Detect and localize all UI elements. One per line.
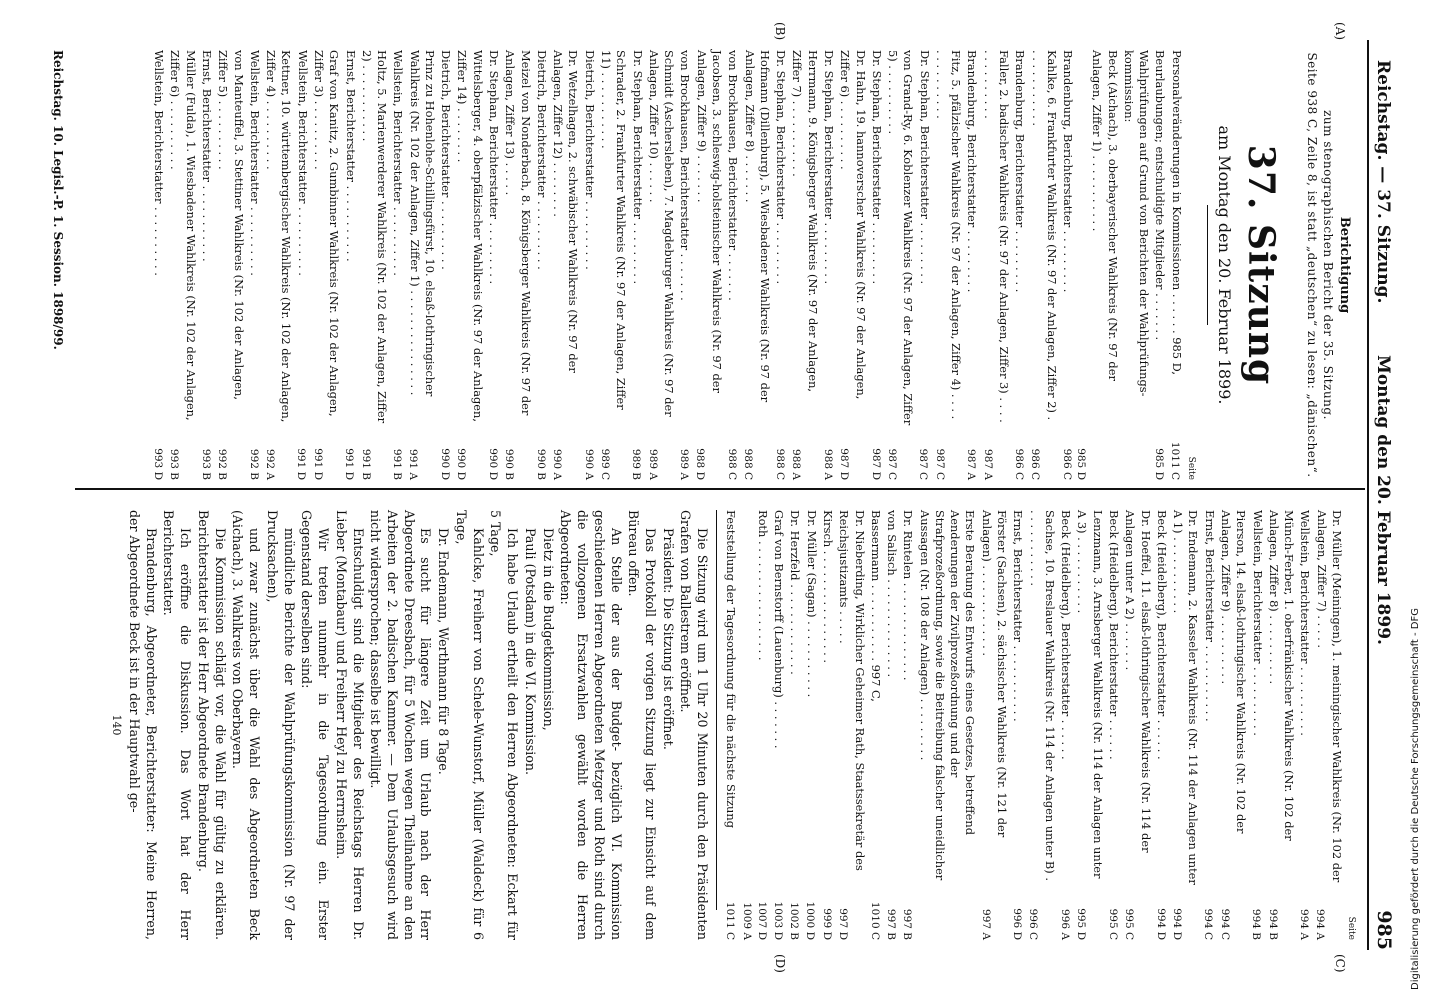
session-date: am Montag den 20. Februar 1899.: [1215, 125, 1235, 405]
toc-entry-text: Graf von Kanitz, 2. Gumbinner Wahlkreis (Nr. 102 der Anlagen, Ziffer 3) . . . . . . . . . .: [311, 50, 342, 417]
toc-entry-text: Feststellung der Tagesordnung für die nächste Sitzung: [724, 510, 739, 829]
toc-entry: [1313, 510, 1344, 940]
toc-entry: [1266, 510, 1297, 940]
toc-entry-text: Brandenburg, Berichterstatter . . . . . . . . .: [1013, 50, 1028, 293]
toc-entry-text: Wellstein, Berichterstatter . . . . . . . . . .: [391, 50, 406, 276]
correction-line: Seite 938 C, Zeile 8, ist statt „deutschen“ zu lesen: „dänischen“.: [1304, 52, 1319, 478]
toc-entry-text: Dr. Stephan, Berichterstatter . . . . . . . . .: [869, 50, 884, 285]
toc-entry: [167, 50, 198, 480]
toc-entry-text: Dr. Hahn, 19. hannoverscher Wahlkreis (Nr. 97 der Anlagen, Ziffer 6) . . . . . . . . . .: [838, 50, 868, 400]
toc-entry: [550, 50, 581, 480]
toc-page-ref: 996 A: [1058, 909, 1071, 940]
toc-entry: [1152, 50, 1167, 480]
toc-page-ref: 994 A: [1298, 909, 1311, 940]
toc-entry: [199, 50, 214, 480]
left-column: [150, 50, 1357, 480]
toc-entry: [406, 50, 437, 480]
toc-entry-text: Dr. Stephan, Berichterstatter . . . . . . . . .: [487, 50, 502, 285]
toc-entry: [836, 510, 867, 940]
toc-entry-text: Kahlke, 6. Frankfurter Wahlkreis (Nr. 97 der Anlagen, Ziffer 2) . . . . . . . . . . . .: [1029, 50, 1059, 421]
toc-entry: [1297, 510, 1312, 940]
toc-page-ref: 993 B: [168, 448, 181, 480]
footer-signature: Reichstag. 10. Legisl.-P. 1. Session. 1898/99.: [51, 50, 65, 350]
toc-page-ref: 991 A: [407, 449, 420, 480]
toc-page-ref: 988 A: [790, 449, 803, 480]
toc-page-ref: 995 C: [1106, 908, 1119, 940]
toc-entry-text: Kirsch . . . . . . . . . . . . . . . .: [820, 510, 835, 664]
toc-entry-text: Wellstein, Berichterstatter . . . . . . . . . .: [1250, 510, 1265, 736]
right-column: [109, 510, 1358, 940]
toc-page-ref: 987 D: [869, 448, 882, 480]
toc-page-ref: 994 D: [1170, 908, 1183, 940]
toc-entry-text: Wittelsberger, 4. oberpfälzischer Wahlkreis (Nr. 97 der Anlagen, Ziffer 14) . . . . . . . .: [455, 50, 485, 422]
toc-entry-text: Personalveränderungen in Kommissionen . . . . . . 985 D,: [1169, 50, 1184, 375]
toc-entry: [725, 50, 740, 480]
toc-entry-text: Holtz, 5. Marienwerderer Wahlkreis (Nr. 102 der Anlagen, Ziffer 2) . . . . . . . . . . .: [359, 50, 390, 424]
toc-entry-text: Münch-Ferber, 1. oberfränkischer Wahlkreis (Nr. 102 der Anlagen, Ziffer 8) . . . . . . . . . .: [1266, 510, 1297, 841]
proceedings-paragraph: und zwar zunächst über die Wahl des Abgeordneten Beck (Aichach), 3. Wahlkreis von Oberbayern.: [230, 510, 263, 940]
toc-page-ref: 995 C: [1123, 908, 1136, 940]
toc-entry: [723, 510, 738, 940]
toc-entry-text: Dr. Stephan, Berichterstatter . . . . . . . . .: [917, 50, 932, 285]
section-mark-c: (C): [1333, 954, 1347, 973]
toc-page-ref: 994 D: [1154, 908, 1167, 940]
toc-entry: [693, 50, 724, 480]
side-note: [1410, 10, 1428, 990]
proceedings-paragraph: Kahlcke, Freiherr von Schele-Wunstorf, Müller (Waldeck) für 6 Tage,: [453, 510, 486, 940]
toc-entry-text: Beck (Aichach), 3. oberbayerischer Wahlkreis (Nr. 97 der Anlagen, Ziffer 1) . . . . . . . . . . .: [1090, 50, 1120, 381]
toc-entry-text: Wellstein, Berichterstatter . . . . . . . . . .: [247, 50, 262, 276]
toc-entry-text: Beck (Heidelberg), Berichterstatter . . . . . .: [1154, 510, 1169, 760]
toc-page-ref: 995 D: [1075, 908, 1088, 940]
toc-entry-text: Dietrich, Berichterstatter . . . . . . . . . .: [534, 50, 549, 270]
toc-entry: [741, 50, 772, 480]
toc-page-ref: 987 A: [981, 449, 994, 480]
toc-entry-text: Förster (Sachsen), 2. sächsischer Wahlkreis (Nr. 121 der Anlagen) . . . . . . . . . . . . .: [979, 510, 1010, 838]
toc-entry-text: Wellstein, Berichterstatter . . . . . . . . . .: [295, 50, 310, 276]
toc-entry: [151, 50, 166, 480]
toc-page-ref: 996 C: [1027, 908, 1040, 940]
toc-entry-text: Bassermann . . . . . . . . . . . 997 C,: [868, 510, 883, 702]
toc-entry: [629, 50, 644, 480]
toc-entry-text: Dr. Stephan, Berichterstatter . . . . . . . . .: [774, 50, 789, 285]
toc-page-ref: 994 B: [1250, 908, 1263, 940]
proceedings-paragraph: Die Sitzung wird um 1 Uhr 20 Minuten durch den Präsidenten Grafen von Ballestrem eröffnet.: [678, 510, 711, 940]
toc-entry-text: Brandenburg, Berichterstatter . . . . . . . . .: [965, 50, 980, 293]
toc-entry-text: Ernst, Berichterstatter . . . . . . . . . . .: [1011, 510, 1026, 722]
toc-page-ref: 1000 D: [804, 901, 817, 940]
rotated-page: [27, 10, 1407, 990]
toc-page-ref: 991 D: [311, 448, 324, 480]
toc-page-ref: 1002 B: [788, 902, 801, 940]
title-rule: [1207, 205, 1208, 325]
toc-entry-text: Wahlprüfungen auf Grund von Berichten der Wahlprüfungs-kommission:: [1121, 50, 1152, 397]
toc-entry-text: Schmidt (Aschersleben), 7. Magdeburger Wahlkreis (Nr. 97 der Anlagen, Ziffer 10) . . . . . .: [646, 50, 677, 417]
toc-entry: [311, 50, 342, 480]
toc-page-ref: 1009 A: [740, 902, 753, 940]
toc-page-ref: 986 C: [1029, 448, 1042, 480]
toc-entry: [534, 50, 549, 480]
toc-entry: [1122, 510, 1153, 940]
toc-page-ref: 990 A: [582, 449, 595, 480]
toc-page-ref: 997 D: [837, 908, 850, 940]
toc-page-ref: 987 C: [933, 448, 946, 480]
toc-entry: [789, 50, 820, 480]
toc-entry-text: Kettner, 10. württembergischer Wahlkreis (Nr. 102 der Anlagen, Ziffer 4) . . . . . . . . . .: [264, 50, 294, 423]
toc-entry: [787, 510, 802, 940]
toc-entry-text: von Manteuffel, 3. Stettiner Wahlkreis (Nr. 102 der Anlagen, Ziffer 5) . . . . . . . . . .: [216, 50, 246, 400]
toc-entry-text: von Grand-Ry, 6. Koblenzer Wahlkreis (Nr. 97 der Anlagen, Ziffer 5) . . . . . . . . . .: [886, 50, 916, 426]
toc-entry-text: Schrader, 2. Frankfurter Wahlkreis (Nr. 97 der Anlagen, Ziffer 11) . . . . . . . . . . .: [599, 50, 629, 410]
toc-entry-text: Beck (Heidelberg), Berichterstatter . . . . . .: [1107, 510, 1122, 760]
toc-entry: [1168, 50, 1183, 480]
toc-entry-text: Ernst, Berichterstatter . . . . . . . . . . .: [200, 50, 214, 262]
toc-page-ref: 992 B: [216, 448, 229, 480]
toc-entry-text: Dr. Rintelen . . . . . . . . . . . . . .: [901, 510, 916, 681]
toc-entry: [978, 510, 1009, 940]
toc-entry: [773, 50, 788, 480]
toc-entry: [294, 50, 309, 480]
toc-entry-text: Dr. Müller (Sagan) . . . . . . . . . . .: [804, 510, 819, 698]
dfg-credit: Digitalisierung gefördert durch die Deutsche Forschungsgemeinschaft - DFG: [1410, 607, 1421, 990]
toc-entry: [1074, 510, 1105, 940]
toc-entry: [1154, 510, 1169, 940]
proceedings-paragraph: Wir treten nunmehr in die Tagesordnung ein. Erster Gegenstand derselben sind:: [299, 510, 332, 940]
header-center: Montag den 20. Februar 1899.: [1373, 355, 1393, 645]
toc-entry: [1201, 510, 1216, 940]
toc-entry: [933, 50, 964, 480]
proceedings-paragraph: An Stelle der aus der Budget- bezüglich VI. Kommission geschiedenen Herren Abgeordneten Metzger und Roth sind durch die vollzogenen Ersatzwahlen gewählt worden die Herren Abgeordneten:: [558, 510, 624, 940]
toc-entry: [1058, 510, 1073, 940]
toc-entry: [1170, 510, 1201, 940]
seite-label: Seite: [1185, 456, 1196, 480]
toc-entry-text: Brandenburg, Berichterstatter . . . . . . . . .: [1061, 50, 1076, 293]
toc-entry: [868, 510, 883, 940]
toc-entry: [1028, 50, 1059, 480]
toc-entry: [1249, 510, 1264, 940]
proceedings-paragraph: mündliche Berichte der Wahlprüfungskommission (Nr. 97 der Drucksachen),: [264, 510, 297, 940]
bottom-page-number: 140: [110, 714, 124, 736]
toc-entry-text: Prinz zu Hohenlohe-Schillingsfürst, 10. elsaß-lothringischer Wahlkreis (Nr. 102 der Anlagen, Ziffer 1) . . . . . . . . . . . . . . .: [407, 50, 437, 397]
toc-entry-text: Dr. Hoeffel, 11. elsaß-lothringischer Wahlkreis (Nr. 114 der Anlagen unter A 2) . . . . . . .: [1123, 510, 1153, 853]
toc-page-ref: 990 D: [455, 448, 468, 480]
toc-page-ref: 996 D: [1011, 908, 1024, 940]
toc-entry: [964, 50, 979, 480]
toc-page-ref: 988 C: [773, 448, 786, 480]
toc-page-ref: 1003 D: [771, 901, 784, 940]
toc-page-ref: 990 B: [503, 448, 516, 480]
toc-page-ref: 989 A: [678, 449, 691, 480]
toc-entry: [803, 510, 818, 940]
toc-entry: [900, 510, 915, 940]
toc-page-ref: 992 B: [247, 448, 260, 480]
toc-page-ref: 988 A: [821, 449, 834, 480]
toc-page-ref: 990 A: [550, 449, 563, 480]
proceedings-paragraph: Dietz in die Budgetkommission,: [540, 528, 556, 731]
toc-entry: [1089, 50, 1120, 480]
toc-entry-text: Beck (Heidelberg), Berichterstatter . . . . . .: [1059, 510, 1074, 760]
toc-page-ref: 991 D: [343, 448, 356, 480]
toc-entry-text: Dietrich, Berichterstatter . . . . . . . . . .: [582, 50, 597, 270]
header-rule: [1367, 40, 1369, 950]
toc-entry: [1060, 50, 1088, 480]
toc-entry: [837, 50, 868, 480]
seite-label: Seite: [1346, 916, 1356, 940]
toc-page-ref: 1010 C: [868, 901, 881, 940]
toc-entry-text: Dietrich, Berichterstatter . . . . . . . . . .: [439, 50, 454, 270]
toc-entry: [916, 510, 977, 940]
toc-page-ref: 988 D: [694, 448, 707, 480]
toc-entry-text: von Brockhausen, Berichterstatter . . . . . . .: [726, 50, 741, 301]
toc-entry: [916, 50, 931, 480]
toc-entry: [438, 50, 453, 480]
toc-page-ref: 991 B: [359, 448, 372, 480]
toc-entry-text: Jacobsen, 3. schleswig-holsteinischer Wahlkreis (Nr. 97 der Anlagen, Ziffer 9) . . . . . . .: [694, 50, 724, 393]
toc-page-ref: 993 D: [151, 448, 164, 480]
toc-page-ref: 994 C: [1218, 908, 1231, 940]
toc-entry: [739, 510, 753, 940]
toc-entry-text: Müller (Fulda), 1. Wiesbadener Wahlkreis (Nr. 102 der Anlagen, Ziffer 6) . . . . . . . . . .: [168, 50, 198, 421]
toc-page-ref: 987 D: [838, 448, 851, 480]
column-divider: [75, 488, 1365, 490]
session-title: 37. Sitzung: [1240, 144, 1283, 386]
toc-entry: [342, 50, 357, 480]
toc-entry: [771, 510, 786, 940]
toc-entry: [677, 50, 692, 480]
toc-entry: [1026, 510, 1057, 940]
toc-page-ref: 1011 C: [724, 901, 737, 940]
page-header: [1369, 10, 1397, 990]
toc-page-ref: 1007 D: [755, 901, 768, 940]
toc-page-ref: 987 A: [965, 449, 978, 480]
toc-page-ref: 997 B: [884, 908, 897, 940]
page-number: 985: [1373, 910, 1395, 950]
proceedings-paragraph: Pauli (Potsdam) in die VI. Kommission.: [522, 528, 538, 775]
toc-entry: [884, 510, 899, 940]
toc-page-ref: 994 C: [1202, 908, 1215, 940]
proceedings-paragraph: Die Kommission schlägt vor, die Wahl für gültig zu erklären. Berichterstatter ist der Herr Abgeordnete Brandenburg.: [195, 510, 228, 940]
header-left: Reichstag. — 37. Sitzung.: [1373, 60, 1393, 304]
toc-entry-text: Graf von Bernstorff (Lauenburg) . . . . . . .: [772, 510, 787, 749]
toc-entry-text: Dr. Nieberding, Wirklicher Geheimer Rath, Staatssekretär des Reichsjustizamts . . . . .: [837, 510, 867, 871]
toc-page-ref: 994 B: [1266, 908, 1279, 940]
toc-entry-text: Dr. Stephan, Berichterstatter . . . . . . . . .: [821, 50, 836, 285]
proceedings-paragraph: Ich habe Urlaub ertheilt den Herren Abgeordneten: Eckart für 5 Tage,: [488, 510, 521, 940]
toc-entry-text: von Brockhausen, Berichterstatter . . . . . . .: [678, 50, 693, 301]
toc-entry: [885, 50, 916, 480]
toc-entry-text: Herrmann, 9. Königsberger Wahlkreis (Nr. 97 der Anlagen, Ziffer 7) . . . . . . . . . . .: [790, 50, 820, 393]
proceedings-paragraph: Dr. Endemann, Werthmann für 8 Tage.: [436, 528, 452, 775]
toc-end-rule: [716, 510, 717, 910]
toc-entry: [1121, 50, 1152, 480]
toc-entry: [486, 50, 501, 480]
toc-page-ref: 987 C: [917, 448, 930, 480]
toc-entry: [502, 50, 533, 480]
toc-entry: [755, 510, 770, 940]
toc-page-ref: 997 B: [901, 908, 914, 940]
toc-entry: [359, 50, 390, 480]
toc-entry: [247, 50, 262, 480]
toc-entry-text: Hofmann (Dillenburg), 5. Wiesbadener Wahlkreis (Nr. 97 der Anlagen, Ziffer 8) . . . . . . .: [742, 50, 772, 403]
correction-line: zum stenographischen Bericht der 35. Sitzung.: [1320, 110, 1335, 420]
toc-page-ref: 997 A: [979, 909, 992, 940]
right-toc: [723, 510, 1344, 940]
toc-page-ref: 1011 C: [1169, 441, 1182, 480]
toc-page-ref: 985 D 986 C: [1060, 448, 1088, 480]
toc-page-ref: 990 D: [439, 448, 451, 480]
proceedings-text: [125, 510, 710, 940]
toc-entry-text: Dr. Herzfeld . . . . . . . . . . . . .: [788, 510, 803, 675]
toc-entry: [646, 50, 677, 480]
toc-entry-text: Wellstein, Berichterstatter . . . . . . . . . .: [1298, 510, 1313, 736]
left-toc: [151, 50, 1184, 480]
toc-entry: [1012, 50, 1027, 480]
toc-page-ref: 991 D: [295, 448, 308, 480]
toc-entry-text: Wellstein, Berichterstatter . . . . . . . . . .: [152, 50, 167, 276]
toc-entry: [1010, 510, 1025, 940]
toc-entry-text: Dr. Müller (Meiningen), 1. meiningischer Wahlkreis (Nr. 102 der Anlagen, Ziffer 7) . . . . .: [1314, 510, 1344, 883]
toc-entry: [869, 50, 884, 480]
toc-entry-text: Lenzmann, 3. Arnsberger Wahlkreis (Nr. 114 der Anlagen unter A 3) . . . . . . . . . . .: [1075, 510, 1105, 879]
toc-entry-text: Roth . . . . . . . . . . . . . . . . .: [755, 510, 770, 661]
toc-page-ref: 988 C: [726, 448, 739, 480]
toc-page-ref: 986 C: [1013, 448, 1026, 480]
proceedings-paragraph: Entschuldigt sind die Mitglieder des Reichstags Herren Dr. Lieber (Montabaur) und Freiherr Heyl zu Herrnsheim.: [333, 510, 366, 940]
toc-entry-text: Sachse, 10. Breslauer Wahlkreis (Nr. 114 der Anlagen unter B) . . . . . . . . . . . .: [1027, 510, 1057, 881]
toc-entry: [820, 510, 835, 940]
toc-entry-text: Pierson, 14. elsaß-lothringischer Wahlkreis (Nr. 102 der Anlagen, Ziffer 9) . . . . . . . . . .: [1218, 510, 1249, 834]
toc-entry-text: von Salisch . . . . . . . . . . . . . .: [885, 510, 900, 678]
section-mark-b: (B): [773, 22, 787, 41]
toc-page-ref: 999 D: [820, 908, 833, 940]
toc-entry-text: Dr. Stephan, Berichterstatter . . . . . . . . .: [630, 50, 645, 285]
section-mark-a: (A): [1333, 22, 1347, 41]
toc-entry: [1106, 510, 1121, 940]
toc-entry: [598, 50, 629, 480]
proceedings-paragraph: Präsident: Die Sitzung ist eröffnet.: [660, 528, 676, 750]
toc-entry-text: Dr. Endemann, 2. Kasseler Wahlkreis (Nr. 114 der Anlagen unter A 1) . . . . . . . . . . .: [1171, 510, 1201, 885]
toc-page-ref: 990 B: [534, 448, 547, 480]
correction-title: Berichtigung: [1337, 216, 1352, 314]
toc-entry-text: Faller, 2. badischer Wahlkreis (Nr. 97 der Anlagen, Ziffer 3) . . . . . . . . . . . . . .: [981, 50, 1012, 423]
toc-page-ref: 990 D: [486, 448, 499, 480]
toc-entry: [821, 50, 836, 480]
toc-entry: [390, 50, 405, 480]
toc-entry: [454, 50, 485, 480]
toc-entry: [215, 50, 246, 480]
toc-entry-text: Ernst, Berichterstatter . . . . . . . . . . .: [343, 50, 358, 262]
proceedings-paragraph: Das Protokoll der vorigen Sitzung liegt zur Einsicht auf dem Büreau offen.: [626, 510, 658, 940]
toc-entry: [1218, 510, 1249, 940]
toc-entry-text: Erste Beratung des Entwurfs eines Gesetzes, betreffend Aenderungen der Zivilprozeßordnung und der Strafprozeßordnung, sowie die Beitreibung falscher uneidlicher Aussagen (Nr. 108 der Anlagen) . . . . . . . . .: [917, 510, 978, 881]
section-mark-d: (D): [773, 954, 787, 973]
toc-entry: [981, 50, 1012, 480]
toc-page-ref: 987 C: [885, 448, 898, 480]
toc-entry: [581, 50, 596, 480]
toc-page-ref: 985 D: [1153, 448, 1166, 480]
toc-entry-text: Meizel von Nonderbach, 8. Königsberger Wahlkreis (Nr. 97 der Anlagen, Ziffer 13) . . . . .: [503, 50, 533, 416]
toc-entry-text: Beurlaubungen; entschuldigte Mitglieder . . . . . . .: [1153, 50, 1168, 341]
toc-page-ref: 989 B: [630, 448, 643, 480]
toc-page-ref: 993 B: [199, 448, 212, 480]
toc-entry-text: Dr. Wetzelhagen, 2. schwäbischer Wahlkreis (Nr. 97 der Anlagen, Ziffer 12) . . . . . . . .: [551, 50, 581, 373]
toc-page-ref: 994 A: [1314, 909, 1327, 940]
proceedings-paragraph: Es sucht für längere Zeit um Urlaub nach der Herr Abgeordnete Dreesbach, für 5 Wochen wegen Theilnahme an den Arbeiten der 2. badischen Kammer. — Dem Urlaubsgesuch wird nicht widersprochen; dasselbe ist bewilligt.: [368, 510, 434, 940]
toc-entry-text: Fitz, 5. pfälzischer Wahlkreis (Nr. 97 der Anlagen, Ziffer 4) . . . . . . . . . . . . . .: [933, 50, 964, 420]
toc-page-ref: 988 C: [742, 448, 755, 480]
toc-page-ref: 989 A: [646, 449, 659, 480]
proceedings-paragraph: Ich eröffne die Diskussion. Das Wort hat der Herr Berichterstatter.: [161, 510, 194, 940]
toc-page-ref: 992 A: [263, 449, 276, 480]
proceedings-paragraph: Brandenburg, Abgeordneter, Berichterstatter: Meine Herren, der Abgeordnete Beck ist in der Hauptwahl ge-: [126, 510, 159, 940]
toc-entry-text: Ernst, Berichterstatter . . . . . . . . . . .: [1202, 510, 1217, 722]
toc-page-ref: 991 B: [391, 448, 404, 480]
toc-entry: [263, 50, 294, 480]
toc-page-ref: 989 C: [598, 448, 611, 480]
